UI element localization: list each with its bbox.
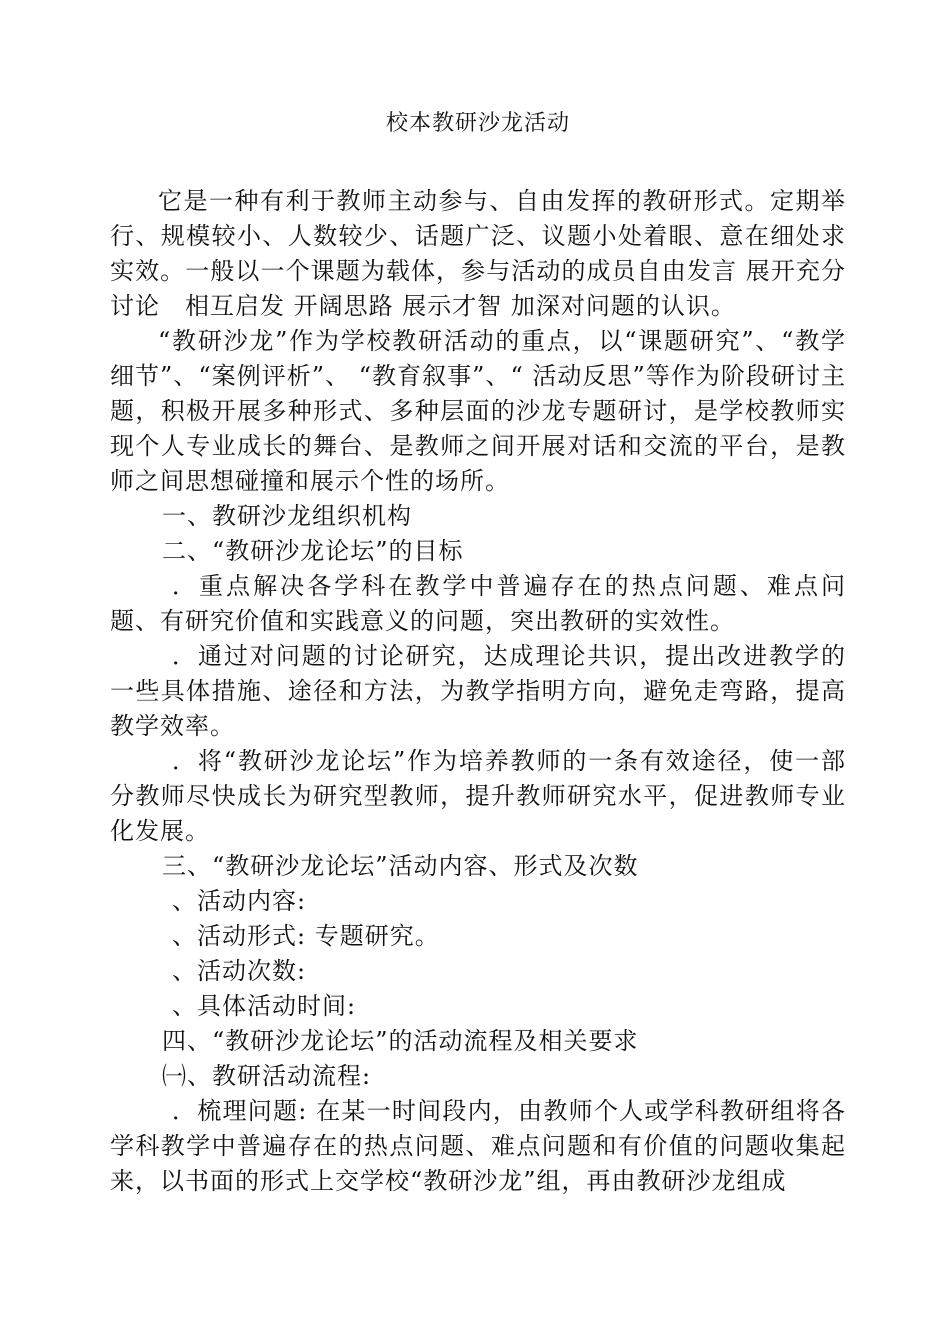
salon-focus-paragraph: “教研沙龙”作为学校教研活动的重点，以“课题研究”、“教学细节”、“案例评析”、 “教育叙事”、“ 活动反思”等作为阶段研讨主题，积极开展多种形式、多种层面的沙龙专题研讨，是学校教师实现个人专业成长的舞台、是教师之间开展对话和交流的平台，是教师之间思想碰撞和展示个性的场所。 [110,327,846,495]
flow-item-1: ．梳理问题: 在某一时间段内，由教师个人或学科教研组将各学科教学中普遍存在的热点问题、难点问题和有价值的问题收集起来，以书面的形式上交学校“教研沙龙”组，再由教研沙龙组成 [110,1097,846,1195]
section-heading-process: 四、“教研沙龙论坛”的活动流程及相关要求 [162,1027,639,1055]
goal-item-3: ．将“教研沙龙论坛”作为培养教师的一条有效途径，使一部分教师尽快成长为研究型教师，提升教师研究水平，促进教师专业化发展。 [110,747,846,845]
subsection-heading-flow: ㈠、教研活动流程: [162,1062,372,1090]
section-heading-organization: 一、教研沙龙组织机构 [162,502,412,530]
goal-item-1: ．重点解决各学科在教学中普遍存在的热点问题、难点问题、有研究价值和实践意义的问题，突出教研的实效性。 [110,572,846,635]
goal-item-2: ．通过对问题的讨论研究，达成理论共识，提出改进教学的一些具体措施、途径和方法，为教学指明方向，避免走弯路，提高教学效率。 [110,642,846,740]
content-item-form: 、活动形式: 专题研究。 [172,922,440,950]
content-item-time: 、具体活动时间: [172,992,357,1020]
intro-paragraph: 它是一种有利于教师主动参与、自由发挥的教研形式。定期举行、规模较小、人数较少、话题广泛、议题小处着眼、意在细处求实效。一般以一个课题为载体，参与活动的成员自由发言 展开充分讨论 相互启发 开阔思路 展示才智 加深对问题的认识。 [110,187,846,320]
content-item-count: 、活动次数: [172,957,307,985]
section-heading-goals: 二、“教研沙龙论坛”的目标 [162,537,464,565]
section-heading-content: 三、“教研沙龙论坛”活动内容、形式及次数 [162,852,639,880]
content-item-content: 、活动内容: [172,887,307,915]
document-title: 校本教研沙龙活动 [385,111,570,136]
